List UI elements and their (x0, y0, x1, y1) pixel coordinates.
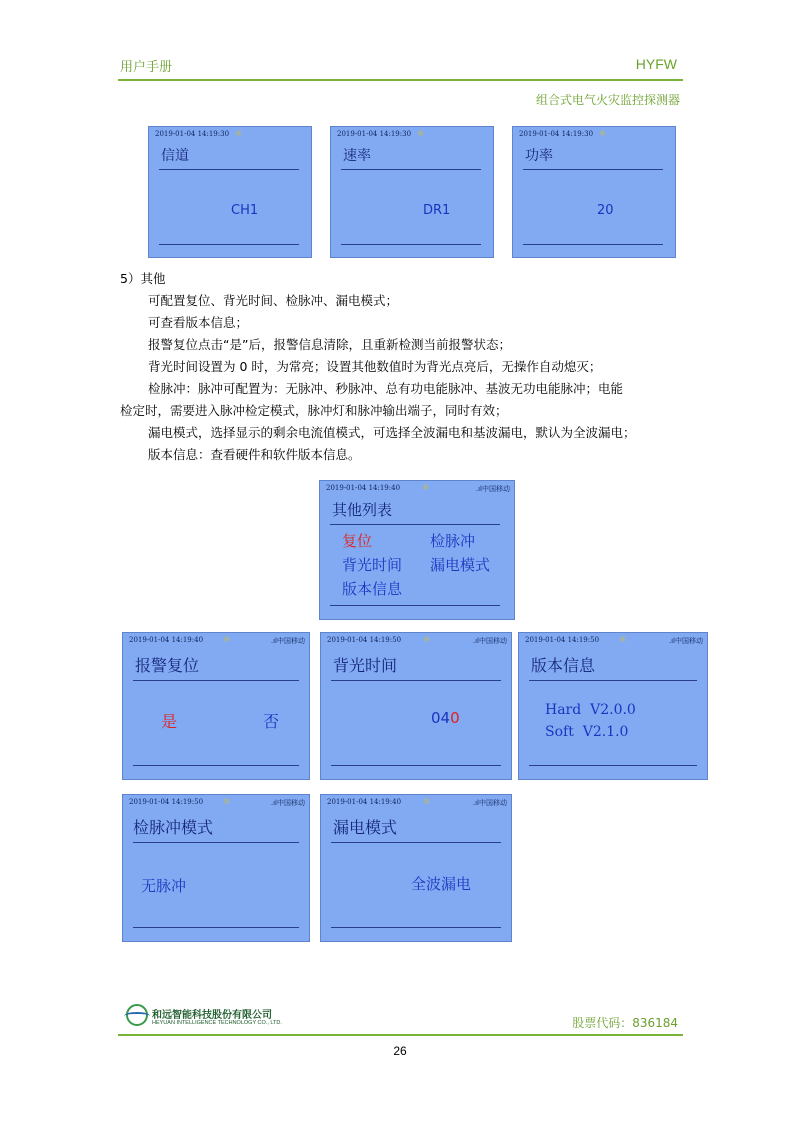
sun-icon: ☼ (417, 129, 425, 138)
backlight-value-prefix: 04 (431, 709, 451, 727)
signal-icon: .ıl (668, 637, 675, 645)
screen-rule-bottom (159, 244, 299, 245)
screen-rule-bottom (133, 927, 299, 928)
carrier-name: 中国移动 (482, 485, 510, 493)
screen-rule-top (331, 680, 501, 681)
header-manual-title: 用户手册 (120, 60, 173, 75)
screen-datetime: 2019-01-04 14:19:50 (327, 636, 402, 644)
screen-title: 报警复位 (135, 656, 200, 675)
signal-carrier (476, 484, 510, 494)
screen-title: 检脉冲模式 (133, 818, 214, 837)
paragraph-line: 版本信息：查看硬件和软件版本信息。 (148, 447, 361, 462)
sun-icon: ☼ (235, 129, 243, 138)
signal-carrier (669, 636, 703, 646)
signal-icon: .ıl (270, 799, 277, 807)
sun-icon: ☼ (619, 635, 627, 644)
carrier-name: 中国移动 (479, 637, 507, 645)
screen-title: 其他列表 (332, 501, 393, 519)
sun-icon: ☼ (223, 797, 231, 806)
screen-datetime: 2019-01-04 14:19:30 (155, 130, 230, 138)
signal-carrier (473, 798, 507, 808)
menu-item-version[interactable]: 版本信息 (342, 580, 403, 598)
screen-backlight-time (320, 632, 512, 780)
footer-divider (118, 1034, 683, 1036)
screen-rule-bottom (341, 244, 481, 245)
paragraph-line: 报警复位点击“是”后，报警信息清除，且重新检测当前报警状态； (148, 337, 511, 352)
signal-icon: .ıl (472, 799, 479, 807)
hardware-version: Hard V2.0.0 (545, 702, 636, 718)
screen-datetime: 2019-01-04 14:19:30 (337, 130, 412, 138)
section-heading: 5）其他 (120, 271, 166, 286)
sun-icon: ☼ (423, 635, 431, 644)
paragraph-line: 检定时，需要进入脉冲检定模式，脉冲灯和脉冲输出端子，同时有效； (120, 403, 508, 418)
menu-item-backlight[interactable]: 背光时间 (342, 556, 403, 574)
screen-title: 版本信息 (531, 656, 596, 675)
menu-item-leakage-mode[interactable]: 漏电模式 (430, 556, 491, 574)
screen-rule-top (341, 169, 481, 170)
reset-no-option[interactable]: 否 (263, 712, 280, 731)
company-name-cn: 和远智能科技股份有限公司 (152, 1010, 272, 1021)
screen-rate (330, 126, 494, 258)
screen-alarm-reset (122, 632, 310, 780)
screen-other-list (319, 480, 515, 620)
screen-title: 功率 (525, 148, 553, 164)
header-product-code: HYFW (635, 56, 677, 72)
screen-rule-bottom (133, 765, 299, 766)
screen-power (512, 126, 676, 258)
screen-datetime: 2019-01-04 14:19:40 (326, 484, 401, 492)
screen-version-info (518, 632, 708, 780)
logo-wave-icon (124, 1012, 150, 1020)
backlight-value[interactable] (431, 709, 460, 727)
screen-title: 信道 (161, 148, 189, 164)
screen-rule-bottom (523, 244, 663, 245)
screen-rule-bottom (529, 765, 697, 766)
screen-rule-top (331, 842, 501, 843)
paragraph-line: 可配置复位、背光时间、检脉冲、漏电模式； (148, 293, 399, 308)
signal-icon: .ıl (475, 485, 482, 493)
screen-datetime: 2019-01-04 14:19:40 (129, 636, 204, 644)
sun-icon: ☼ (423, 797, 431, 806)
carrier-name: 中国移动 (277, 637, 305, 645)
screen-leakage-mode (320, 794, 512, 942)
screen-pulse-mode (122, 794, 310, 942)
signal-carrier (473, 636, 507, 646)
carrier-name: 中国移动 (479, 799, 507, 807)
paragraph-line: 可查看版本信息； (148, 315, 249, 330)
menu-item-reset[interactable]: 复位 (342, 532, 373, 550)
sun-icon: ☼ (422, 483, 430, 492)
channel-value: CH1 (231, 203, 259, 218)
screen-datetime: 2019-01-04 14:19:50 (525, 636, 600, 644)
header-divider (118, 79, 683, 81)
screen-rule-top (159, 169, 299, 170)
screen-title: 漏电模式 (333, 818, 398, 837)
screen-rule-bottom (330, 605, 500, 606)
signal-carrier (271, 798, 305, 808)
menu-item-pulse[interactable]: 检脉冲 (430, 532, 476, 550)
company-name-en: HEYUAN INTELLIGENCE TECHNOLOGY CO., LTD. (152, 1020, 282, 1026)
screen-channel (148, 126, 312, 258)
power-value: 20 (597, 203, 614, 218)
screen-rule-top (133, 680, 299, 681)
paragraph-line: 漏电模式，选择显示的剩余电流值模式，可选择全波漏电和基波漏电，默认为全波漏电； (148, 425, 636, 440)
screen-datetime: 2019-01-04 14:19:40 (327, 798, 402, 806)
leakage-mode-value[interactable]: 全波漏电 (411, 875, 472, 893)
sun-icon: ☼ (223, 635, 231, 644)
header-product-name: 组合式电气火灾监控探测器 (535, 93, 680, 107)
carrier-name: 中国移动 (277, 799, 305, 807)
screen-title: 背光时间 (333, 656, 398, 675)
screen-rule-top (529, 680, 697, 681)
paragraph-line: 检脉冲：脉冲可配置为：无脉冲、秒脉冲、总有功电能脉冲、基波无功电能脉冲；电能 (148, 381, 624, 396)
page-number: 26 (393, 1044, 407, 1058)
backlight-value-cursor: 0 (450, 709, 460, 727)
screen-rule-top (330, 524, 500, 525)
pulse-mode-value[interactable]: 无脉冲 (141, 877, 187, 895)
sun-icon: ☼ (599, 129, 607, 138)
carrier-name: 中国移动 (675, 637, 703, 645)
screen-datetime: 2019-01-04 14:19:30 (519, 130, 594, 138)
screen-rule-top (133, 842, 299, 843)
screen-rule-top (523, 169, 663, 170)
rate-value: DR1 (423, 203, 451, 218)
screen-title: 速率 (343, 148, 371, 164)
paragraph-line: 背光时间设置为 0 时，为常亮；设置其他数值时为背光点亮后，无操作自动熄灭； (148, 359, 602, 374)
signal-icon: .ıl (472, 637, 479, 645)
screen-rule-bottom (331, 927, 501, 928)
screen-rule-bottom (331, 765, 501, 766)
reset-yes-option[interactable]: 是 (161, 712, 178, 731)
software-version: Soft V2.1.0 (545, 724, 629, 740)
signal-carrier (271, 636, 305, 646)
screen-datetime: 2019-01-04 14:19:50 (129, 798, 204, 806)
stock-code: 股票代码：836184 (572, 1016, 678, 1030)
signal-icon: .ıl (270, 637, 277, 645)
